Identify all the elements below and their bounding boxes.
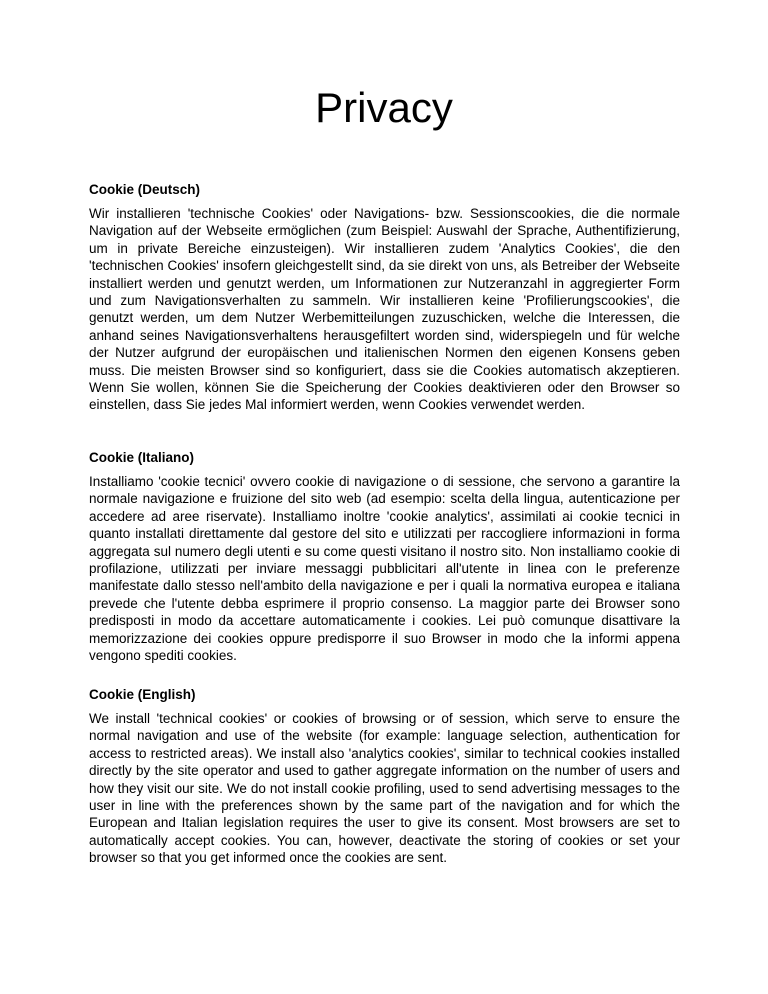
section-cookie-english — [89, 686, 680, 867]
section-body: Wir installieren 'technische Cookies' oder Navigations- bzw. Sessionscookies, die die normale Navigation auf der Webseite ermöglichen (zum Beispiel: Auswahl der Sprache, Authentifizierung, um in private Bereiche einzusteigen). Wir installieren zudem 'Analytics Cookies', die den 'technischen Cookies' insofern gleichgestellt sind, da sie direkt von uns, als Betreiber der Webseite installiert werden und genutzt werden, um Informationen zur Nutzeranzahl in aggregierter Form und zum Navigationsverhalten zu sammeln. Wir installieren keine 'Profilierungscookies', die genutzt werden, um dem Nutzer Werbemitteilungen zuzuschicken, welche die Interessen, die anhand seines Navigationsverhaltens herausgefiltert worden sind, widerspiegeln und für welche der Nutzer aufgrund der europäischen und italienischen Normen den eigenen Konsens geben muss. Die meisten Browser sind so konfiguriert, dass sie die Cookies automatisch akzeptieren. Wenn Sie wollen, können Sie die Speicherung der Cookies deaktivieren oder den Browser so einstellen, dass Sie jedes Mal informiert werden, wenn Cookies verwendet werden. — [89, 206, 680, 413]
section-heading: Cookie (Deutsch) — [89, 182, 201, 197]
section-heading: Cookie (English) — [89, 687, 196, 702]
section-heading: Cookie (Italiano) — [89, 450, 195, 465]
page-title: Privacy — [315, 84, 453, 131]
section-cookie-italiano — [89, 449, 680, 664]
section-cookie-deutsch — [89, 181, 680, 414]
section-body: Installiamo 'cookie tecnici' ovvero cookie di navigazione o di sessione, che servono a garantire la normale navigazione e fruizione del sito web (ad esempio: scelta della lingua, autenticazione per accedere ad aree riservate). Installiamo inoltre 'cookie analytics', assimilati ai cookie tecnici in quanto installati direttamente dal gestore del sito e utilizzati per raccogliere informazioni in forma aggregata sul numero degli utenti e su come questi visitano il nostro sito. Non installiamo cookie di profilazione, utilizzati per inviare messaggi pubblicitari all'utente in linea con le preferenze manifestate dallo stesso nell'ambito della navigazione e per i quali la normativa europea e italiana prevede che l'utente debba esprimere il proprio consenso. La maggior parte dei Browser sono predisposti in modo da accettare automaticamente i cookies. Lei può comunque disattivare la memorizzazione dei cookies oppure predisporre il suo Browser in modo che la informi appena vengono spediti cookies. — [89, 474, 680, 664]
section-body: We install 'technical cookies' or cookies of browsing or of session, which serve to ensure the normal navigation and use of the website (for example: language selection, authentication for access to restricted areas). We install also 'analytics cookies', similar to technical cookies installed directly by the site operator and used to gather aggregate information on the number of users and how they visit our site. We do not install cookie profiling, used to send advertising messages to the user in line with the preferences shown by the same part of the navigation and for which the European and Italian legislation requires the user to give its consent. Most browsers are set to automatically accept cookies. You can, however, deactivate the storing of cookies or set your browser so that you get informed once the cookies are sent. — [89, 711, 680, 866]
